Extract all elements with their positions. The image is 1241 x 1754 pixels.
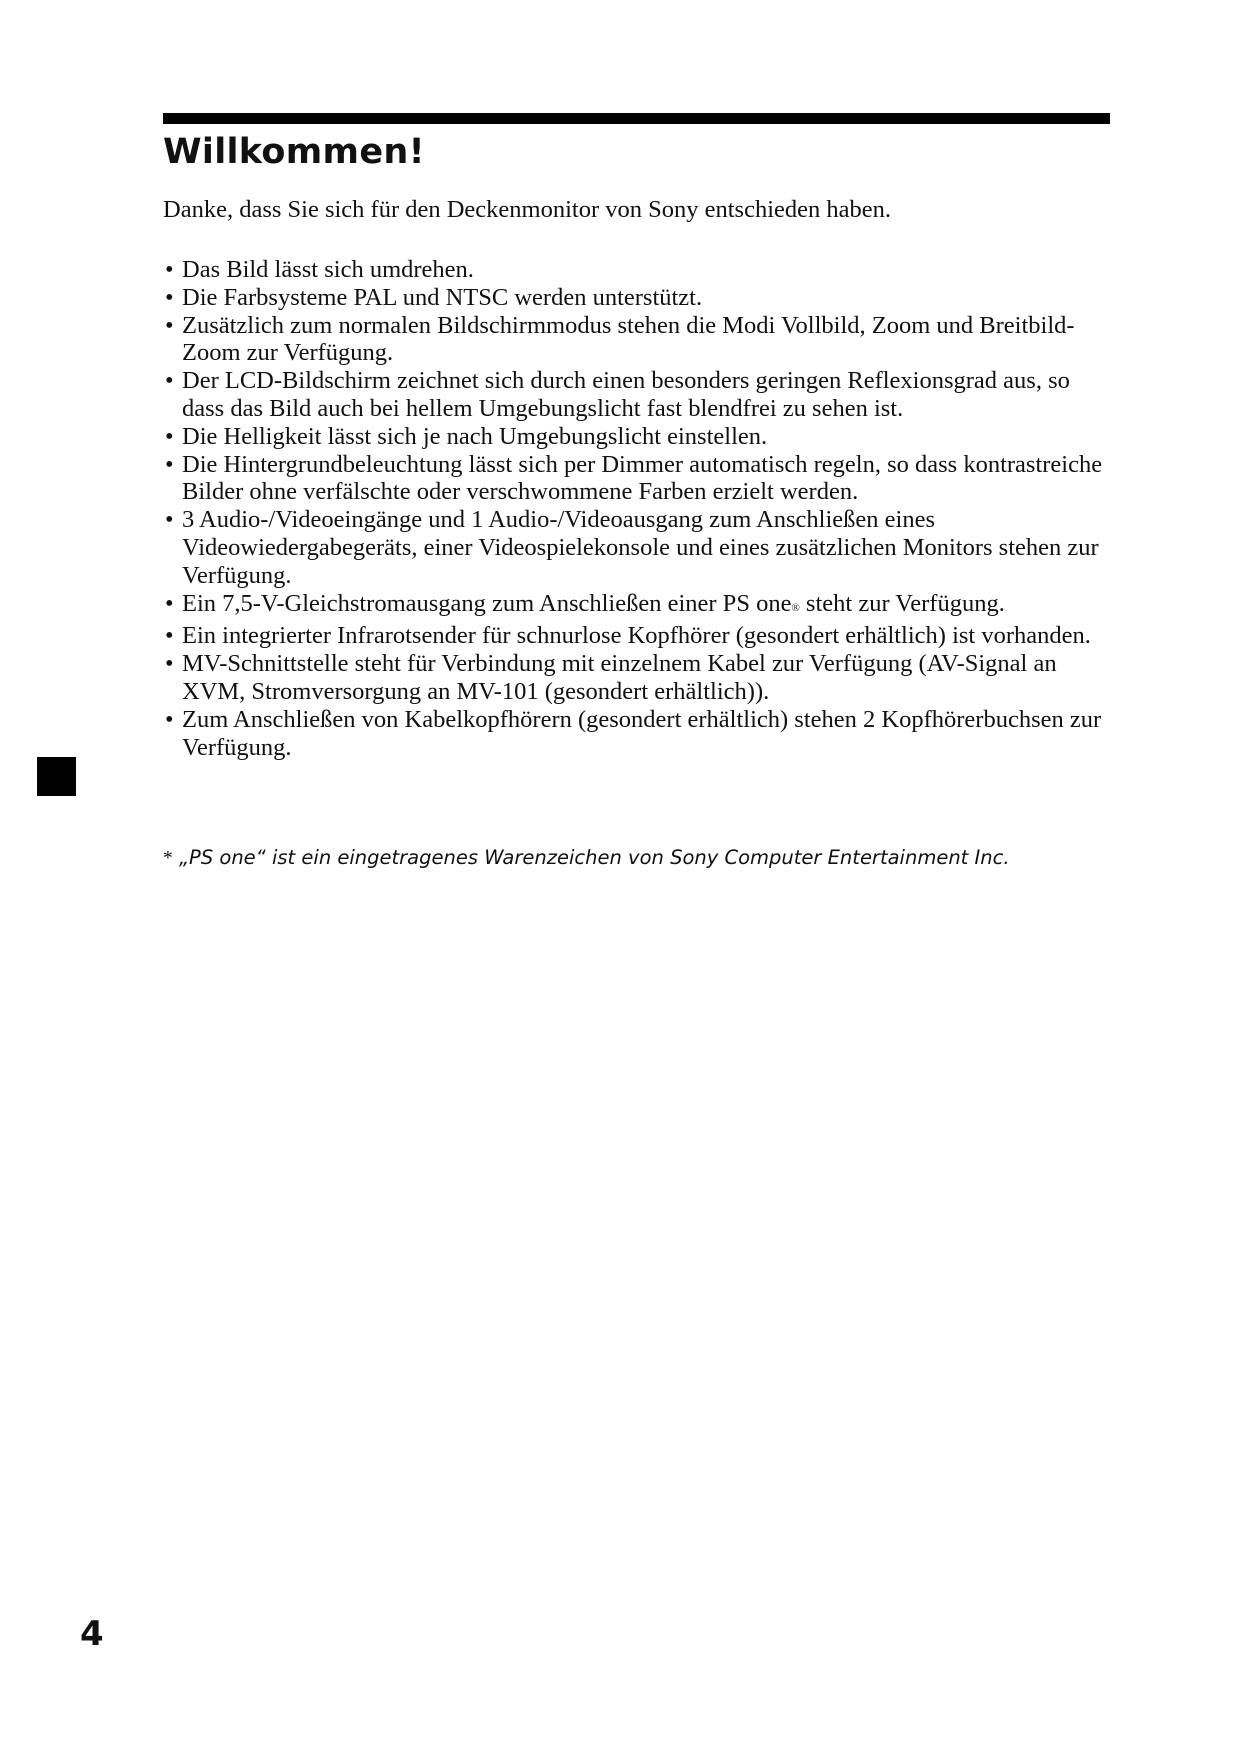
list-item <box>163 423 1113 451</box>
section-tab-marker <box>37 757 76 796</box>
list-item-text: MV-Schnittstelle steht für Verbindung mit einzelnem Kabel zur Verfügung (AV-Signal an XVM, Stromversorgung an MV-101 (gesondert erhältlich)). <box>182 650 1057 705</box>
list-item-text: 3 Audio-/Videoeingänge und 1 Audio-/Videoausgang zum Anschließen eines Videowiedergabegeräts, einer Videospielekonsole und eines zusätzlichen Monitors stehen zur Verfügung. <box>182 506 1099 589</box>
list-item-text: Ein integrierter Infrarotsender für schnurlose Kopfhörer (gesondert erhältlich) ist vorhanden. <box>182 622 1091 650</box>
list-item <box>163 284 1113 312</box>
list-item <box>163 312 1113 368</box>
bullet-icon: • <box>165 705 174 733</box>
bullet-icon: • <box>165 256 174 283</box>
bullet-icon: • <box>165 622 174 650</box>
list-item <box>163 650 1113 706</box>
registered-mark: ® <box>791 601 800 614</box>
bullet-icon: • <box>165 367 174 395</box>
list-item-ps-one <box>163 590 1113 623</box>
feature-list <box>163 256 1113 761</box>
bullet-icon: • <box>165 283 174 311</box>
list-item-text: Zum Anschließen von Kabelkopfhörern (gesondert erhältlich) stehen 2 Kopfhörerbuchsen zur Verfügung. <box>182 705 1102 761</box>
bullet-icon: • <box>165 589 174 617</box>
page-number: 4 <box>80 1614 104 1654</box>
bullet-icon: • <box>165 506 174 534</box>
list-item-text: Die Farbsysteme PAL und NTSC werden unterstützt. <box>182 283 703 311</box>
footnote-text: „PS one“ ist ein eingetragenes Warenzeichen von Sony Computer Entertainment Inc. <box>178 846 1010 869</box>
list-item-text: Die Helligkeit lässt sich je nach Umgebungslicht einstellen. <box>182 422 768 450</box>
list-item <box>163 706 1113 762</box>
list-item <box>163 506 1113 589</box>
list-item-text: Das Bild lässt sich umdrehen. <box>182 256 474 283</box>
bullet-icon: • <box>165 450 174 478</box>
list-item <box>163 622 1113 650</box>
list-item-text: Die Hintergrundbeleuchtung lässt sich per Dimmer automatisch regeln, so dass kontrastreiche Bilder ohne verfälschte oder verschwommene Farben erzielt werden. <box>182 450 1103 506</box>
trademark-footnote <box>163 845 1010 872</box>
intro-paragraph: Danke, dass Sie sich für den Deckenmonitor von Sony entschieden haben. <box>163 196 892 223</box>
page-title: Willkommen! <box>163 132 425 172</box>
bullet-icon: • <box>165 650 174 678</box>
bullet-icon: • <box>165 311 174 339</box>
section-header-rule <box>163 113 1110 124</box>
list-item-text: Ein 7,5-V-Gleichstromausgang zum Anschließen einer PS one <box>182 589 792 617</box>
footnote-marker: * <box>163 848 173 869</box>
list-item-text: Der LCD-Bildschirm zeichnet sich durch einen besonders geringen Reflexionsgrad aus, so dass das Bild auch bei hellem Umgebungslicht fast blendfrei zu sehen ist. <box>182 367 1070 422</box>
bullet-icon: • <box>165 422 174 450</box>
list-item <box>163 451 1113 507</box>
list-item-text: Zusätzlich zum normalen Bildschirmmodus stehen die Modi Vollbild, Zoom und Breitbild-Zoom zur Verfügung. <box>182 311 1075 367</box>
list-item-text-continued: steht zur Verfügung. <box>799 589 1005 617</box>
list-item <box>163 367 1113 423</box>
list-item <box>163 256 1113 284</box>
